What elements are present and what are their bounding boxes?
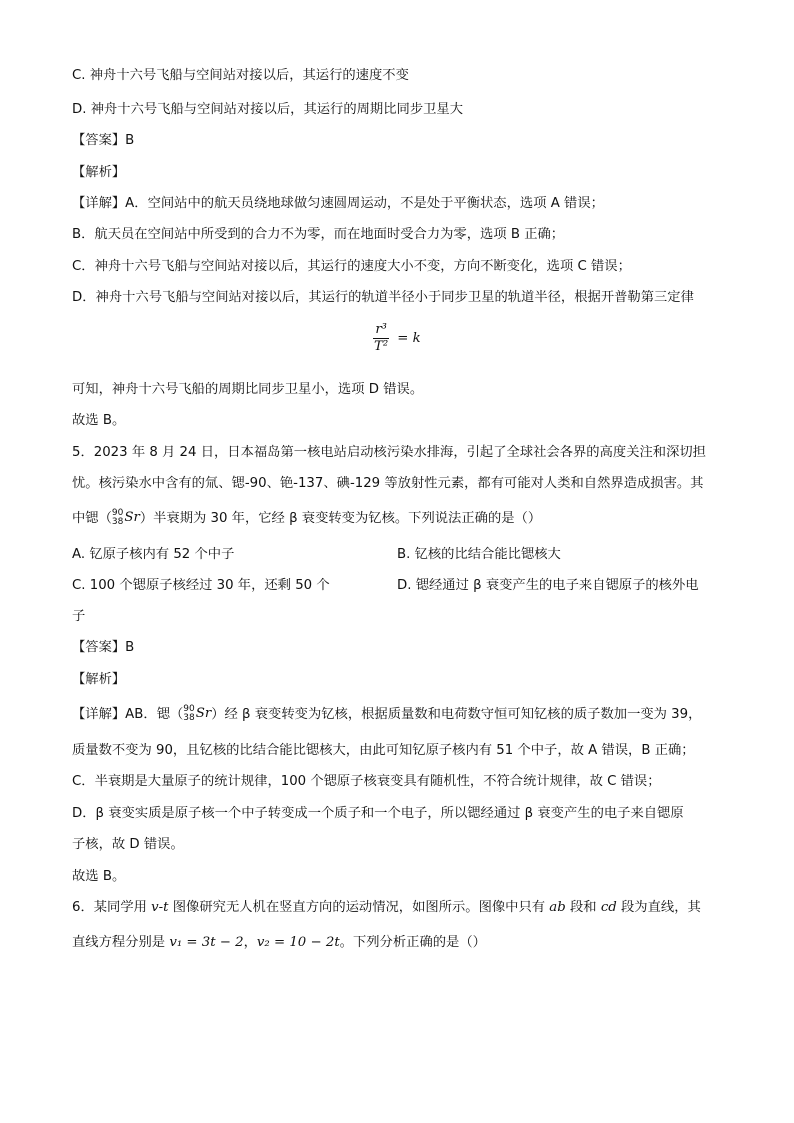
detail-d: D．神舟十六号飞船与空间站对接以后，其运行的轨道半径小于同步卫星的轨道半径，根据开普勒第三定律 (72, 290, 694, 305)
analysis2-label: 【解析】 (72, 672, 126, 687)
formula-numerator: r³ (375, 322, 387, 337)
option-a: A. 钇原子核内有 52 个中子 (72, 547, 235, 562)
detail2-d-line1: D．β 衰变实质是原子核一个中子转变成一个质子和一个电子，所以锶经通过 β 衰变产生的电子来自锶原 (72, 806, 684, 821)
question6-line1: 6．某同学用 v-t 图像研究无人机在竖直方向的运动情况，如图所示。图像中只有 ab 段和 cd 段为直线，其 (72, 900, 701, 915)
formula-denominator: T² (374, 339, 389, 354)
option-d: D. 锶经通过 β 衰变产生的电子来自锶原子的核外电 (397, 578, 699, 593)
choose-line: 故选 B。 (72, 413, 126, 428)
question5-line2: 忧。核污染水中含有的氚、锶-90、铯-137、碘-129 等放射性元素，都有可能对人类和自然界造成损害。其 (72, 476, 704, 491)
detail2-ab-line1: 【详解】AB．锶（ 90 38 Sr ）经 β 衰变转变为钇核，根据质量数和电荷数守恒可知钇核的质子数加一变为 39， (72, 704, 702, 723)
strontium-nuclide-2: 90 38 Sr (183, 704, 212, 723)
question6-line2: 直线方程分别是 v₁ = 3t − 2，v₂ = 10 − 2t。下列分析正确的是（） (72, 935, 486, 950)
detail2-ab-line2: 质量数不变为 90，且钇核的比结合能比锶核大，由此可知钇原子核内有 51 个中子，故 A 错误，B 正确； (72, 743, 695, 758)
question5-line3: 中锶（ 90 38 Sr ）半衰期为 30 年，它经 β 衰变转变为钇核。下列说法正确的是（） (72, 508, 542, 527)
question5-line1: 5．2023 年 8 月 24 日，日本福岛第一核电站启动核污染水排海，引起了全球社会各界的高度关注和深切担 (72, 445, 706, 460)
detail2-c: C．半衰期是大量原子的统计规律，100 个锶原子核衰变具有随机性，不符合统计规律，故 C 错误； (72, 774, 661, 789)
detail2-d-line2: 子核，故 D 错误。 (72, 837, 184, 852)
analysis-label: 【解析】 (72, 165, 126, 180)
option-c: C. 100 个锶原子核经过 30 年，还剩 50 个 (72, 578, 330, 593)
detail-b: B．航天员在空间站中所受到的合力不为零，而在地面时受合力为零，选项 B 正确； (72, 227, 565, 242)
answer-label: 【答案】B (72, 133, 135, 148)
detail-a: 【详解】A．空间站中的航天员绕地球做匀速圆周运动，不是处于平衡状态，选项 A 错误； (72, 196, 604, 211)
option-b: B. 钇核的比结合能比锶核大 (397, 547, 561, 562)
formula-fraction (373, 322, 389, 355)
option-c-line: C. 神舟十六号飞船与空间站对接以后，其运行的速度不变 (72, 68, 409, 83)
kepler-formula (0, 322, 794, 362)
option-d-line: D. 神舟十六号飞船与空间站对接以后，其运行的周期比同步卫星大 (72, 102, 464, 117)
detail-c: C．神舟十六号飞船与空间站对接以后，其运行的速度大小不变，方向不断变化，选项 C 错误； (72, 259, 631, 274)
answer2-label: 【答案】B (72, 640, 135, 655)
strontium-nuclide: 90 38 Sr (111, 508, 140, 527)
option-d-cont: 子 (72, 609, 86, 624)
conclusion-line: 可知，神舟十六号飞船的周期比同步卫星小，选项 D 错误。 (72, 382, 424, 397)
choose2-line: 故选 B。 (72, 869, 126, 884)
formula-rhs: = k (397, 331, 421, 346)
